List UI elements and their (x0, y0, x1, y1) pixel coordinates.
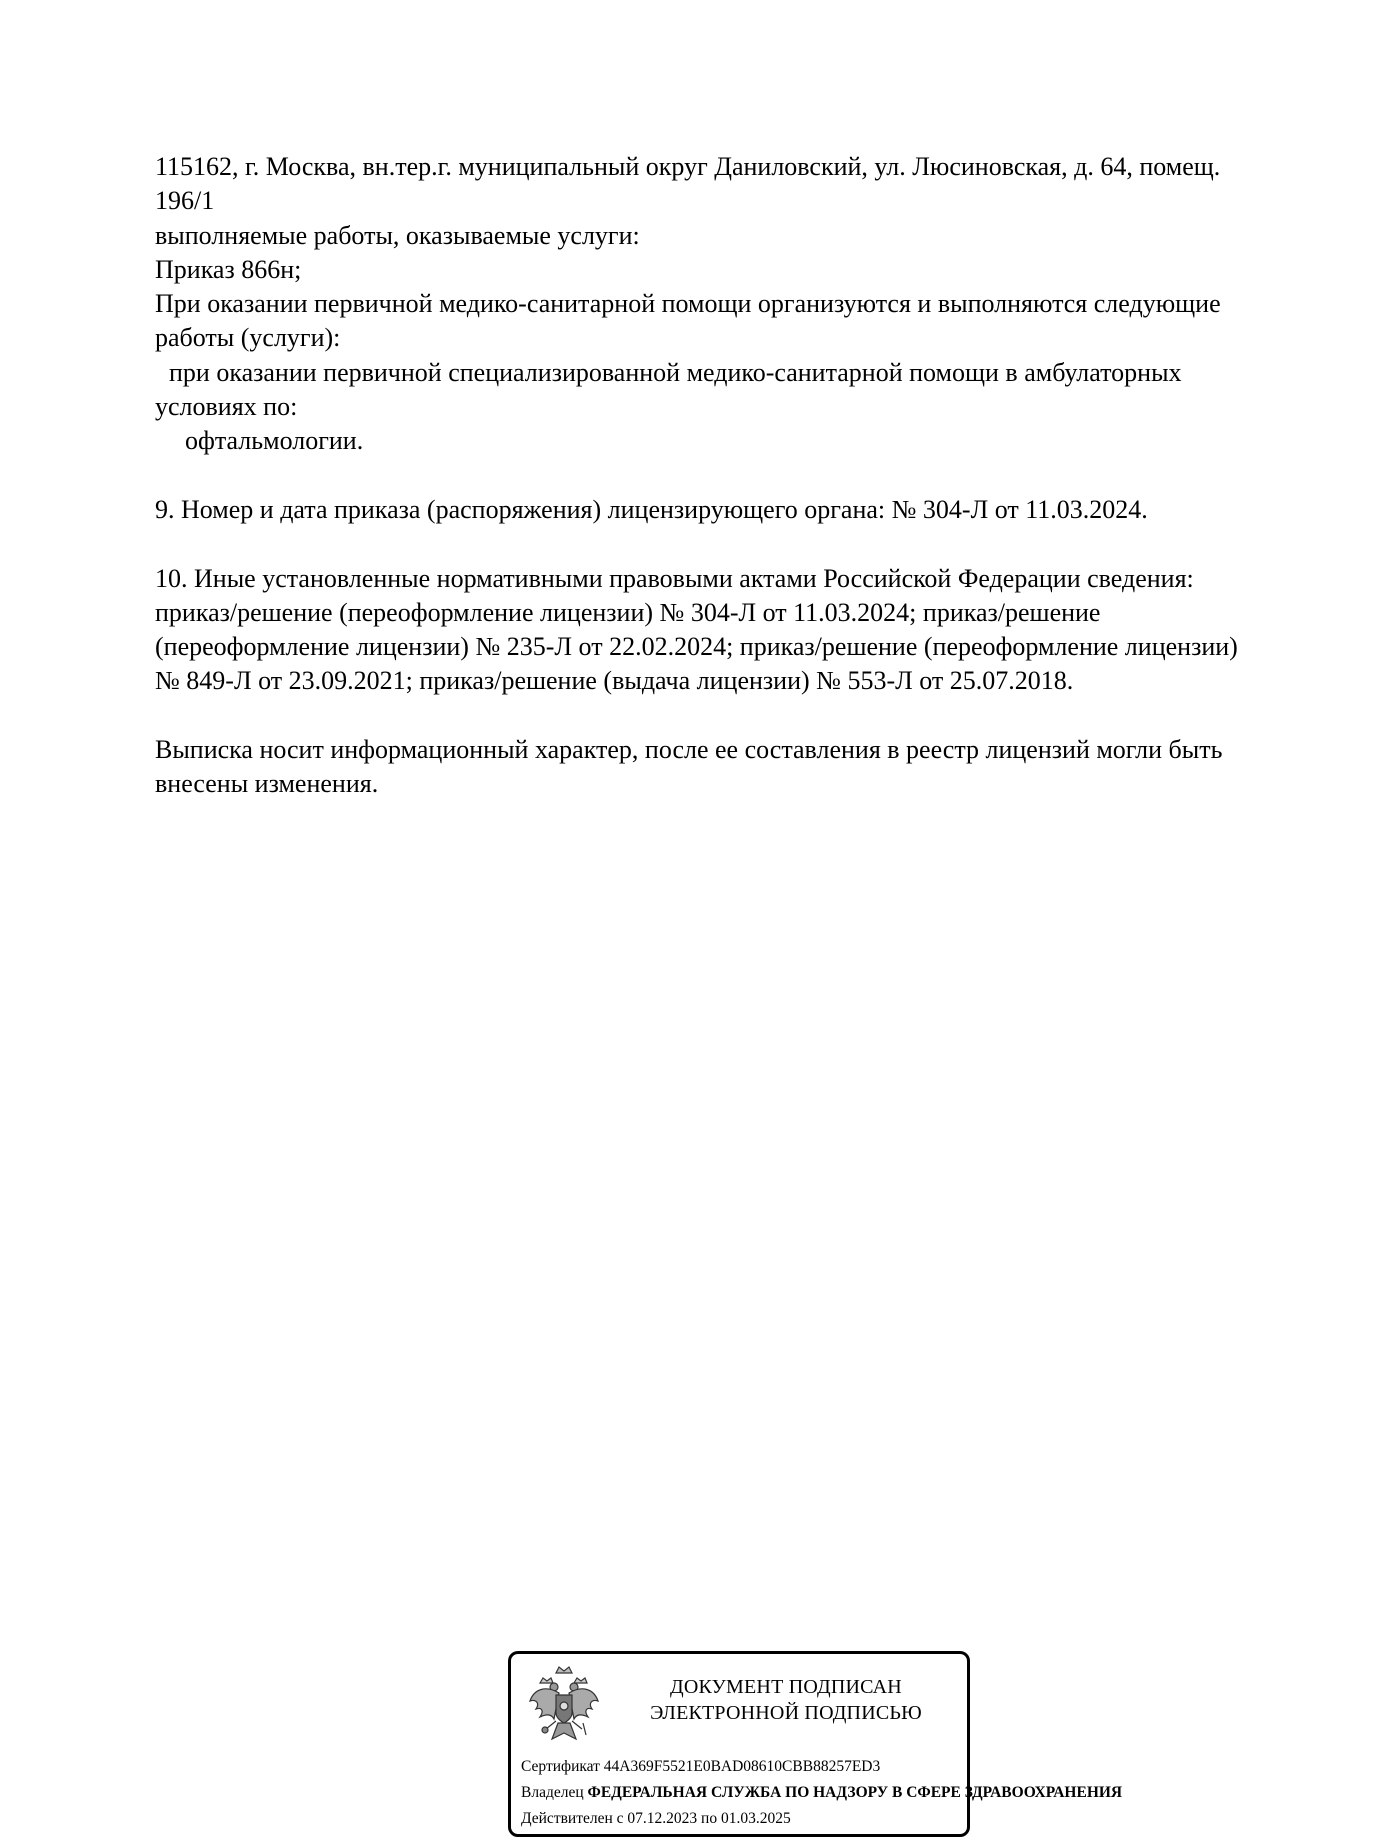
certificate-label: Сертификат (521, 1758, 600, 1775)
specialized-care-text: условиях по: (155, 392, 298, 422)
disclaimer-note: внесены изменения. (155, 769, 379, 799)
specialized-care-text: при оказании первичной специализированной медико-санитарной помощи в амбулаторных (169, 357, 1182, 387)
primary-care-text: работы (услуги): (155, 323, 341, 353)
works-label: выполняемые работы, оказываемые услуги: (155, 220, 640, 250)
validity-line: Действителен с 07.12.2023 по 01.03.2025 (521, 1810, 791, 1827)
electronic-signature-stamp (508, 1651, 1123, 1837)
address-line: 196/1 (155, 186, 215, 216)
address-line: 115162, г. Москва, вн.тер.г. муниципальный округ Даниловский, ул. Люсиновская, д. 64, помещ. (155, 152, 1221, 181)
certificate-value: 44A369F5521E0BAD08610CBB88257ED3 (603, 1758, 881, 1775)
stamp-title (621, 1674, 951, 1726)
item-9: 9. Номер и дата приказа (распоряжения) лицензирующего органа: № 304-Л от 11.03.2024. (155, 494, 1148, 524)
disclaimer-note: Выписка носит информационный характер, после ее составления в реестр лицензий могли быть (155, 735, 1223, 765)
item-10: 10. Иные установленные нормативными правовыми актами Российской Федерации сведения: (155, 563, 1194, 593)
owner-label: Владелец (521, 1784, 584, 1801)
document-body (155, 150, 1335, 802)
item-10: приказ/решение (переоформление лицензии) № 304-Л от 11.03.2024; приказ/решение (155, 597, 1101, 627)
russian-coat-of-arms-icon (526, 1661, 602, 1751)
stamp-details (521, 1754, 1121, 1832)
order-866: Приказ 866н; (155, 254, 302, 284)
primary-care-text: При оказании первичной медико-санитарной помощи организуются и выполняются следующие (155, 289, 1221, 319)
owner-value: ФЕДЕРАЛЬНАЯ СЛУЖБА ПО НАДЗОРУ В СФЕРЕ ЗДРАВООХРАНЕНИЯ (587, 1784, 1123, 1801)
item-10: № 849-Л от 23.09.2021; приказ/решение (выдача лицензии) № 553-Л от 25.07.2018. (155, 666, 1074, 696)
stamp-title-line: ЭЛЕКТРОННОЙ ПОДПИСЬЮ (650, 1702, 922, 1724)
owner-line (521, 1780, 1121, 1806)
stamp-title-line: ДОКУМЕНТ ПОДПИСАН (670, 1676, 902, 1698)
ophthalmology-item: офтальмологии. (185, 426, 364, 456)
certificate-line (521, 1754, 1121, 1780)
item-10: (переоформление лицензии) № 235-Л от 22.02.2024; приказ/решение (переоформление лицензии) (155, 632, 1238, 662)
